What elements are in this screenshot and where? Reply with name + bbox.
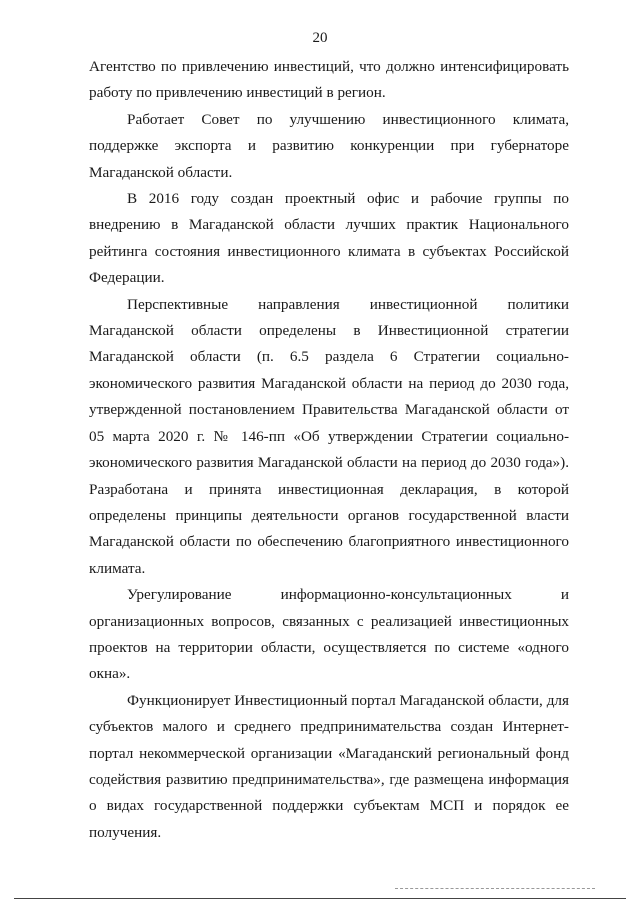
page-number: 20 <box>312 30 328 46</box>
paragraph-investment-strategy: Перспективные направления инвестиционной политики Магаданской области определены в Инвестиционной стратегии Магаданской области (п. 6.5 раздела 6 Стратегии социально-экономического развития Магаданской области на период до 2030 года, утвержденной постановлением Правительства Магаданской области от 05 марта 2020 г. № 146-пп «Об утверждении Стратегии социально-экономического развития Магаданской области на период до 2030 года»). Разработана и принята инвестиционная декларация, в которой определены принципы деятельности органов государственной власти Магаданской области по обеспечению благоприятного инвестиционного климата. <box>89 295 569 577</box>
scan-edge-dash <box>395 888 595 889</box>
paragraph-one-window: Урегулирование информационно-консультационных и организационных вопросов, связанных с реализацией инвестиционных проектов на территории области, осуществляется по системе «одного окна». <box>89 586 569 683</box>
paragraph-investment-portal: Функционирует Инвестиционный портал Магаданской области, для субъектов малого и среднего предпринимательства создан Интернет-портал некоммерческой организации «Магаданский региональный фонд содействия развитию предпринимательства», где размещена информация о видах государственной поддержки субъектам МСП и порядок ее получения. <box>89 691 569 841</box>
paragraph-project-office: В 2016 году создан проектный офис и рабочие группы по внедрению в Магаданской области лучших практик Национального рейтинга состояния инвестиционного климата в субъектах Российской Федерации. <box>89 190 569 287</box>
paragraph-agency: Агентство по привлечению инвестиций, что должно интенсифицировать работу по привлечению инвестиций в регион. <box>89 58 569 102</box>
paragraph-council: Работает Совет по улучшению инвестиционного климата, поддержке экспорта и развитию конкуренции при губернаторе Магаданской области. <box>89 110 569 181</box>
document-body <box>89 54 569 846</box>
page-bottom-rule <box>14 898 626 899</box>
